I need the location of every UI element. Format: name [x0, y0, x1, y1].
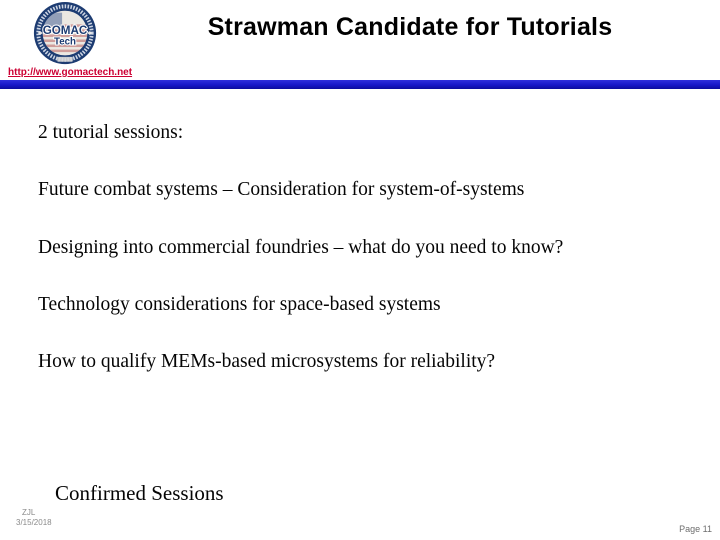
confirmed-sessions-label: Confirmed Sessions — [55, 481, 224, 505]
footer-initials: ZJL — [22, 508, 36, 517]
footer-author-block — [16, 508, 52, 528]
body-line: Designing into commercial foundries – what do you need to know? — [38, 237, 564, 258]
gomac-tech-logo-icon — [28, 1, 102, 69]
accent-bar — [0, 80, 720, 89]
footer-date: 3/15/2018 — [16, 518, 52, 527]
body-line: Future combat systems – Consideration for system-of-systems — [38, 179, 525, 200]
logo-text-tech: Tech — [54, 36, 76, 48]
page-number: Page 11 — [679, 524, 712, 534]
website-link[interactable]: http://www.gomactech.net — [8, 67, 133, 78]
logo-text-gomac: GOMAC — [42, 24, 88, 38]
slide-title: Strawman Candidate for Tutorials — [207, 13, 613, 41]
body-line: 2 tutorial sessions: — [38, 122, 184, 143]
body-line: How to qualify MEMs-based microsystems for reliability? — [38, 351, 496, 372]
body-line: Technology considerations for space-based systems — [38, 294, 441, 315]
logo-bottom-banner — [57, 57, 73, 62]
